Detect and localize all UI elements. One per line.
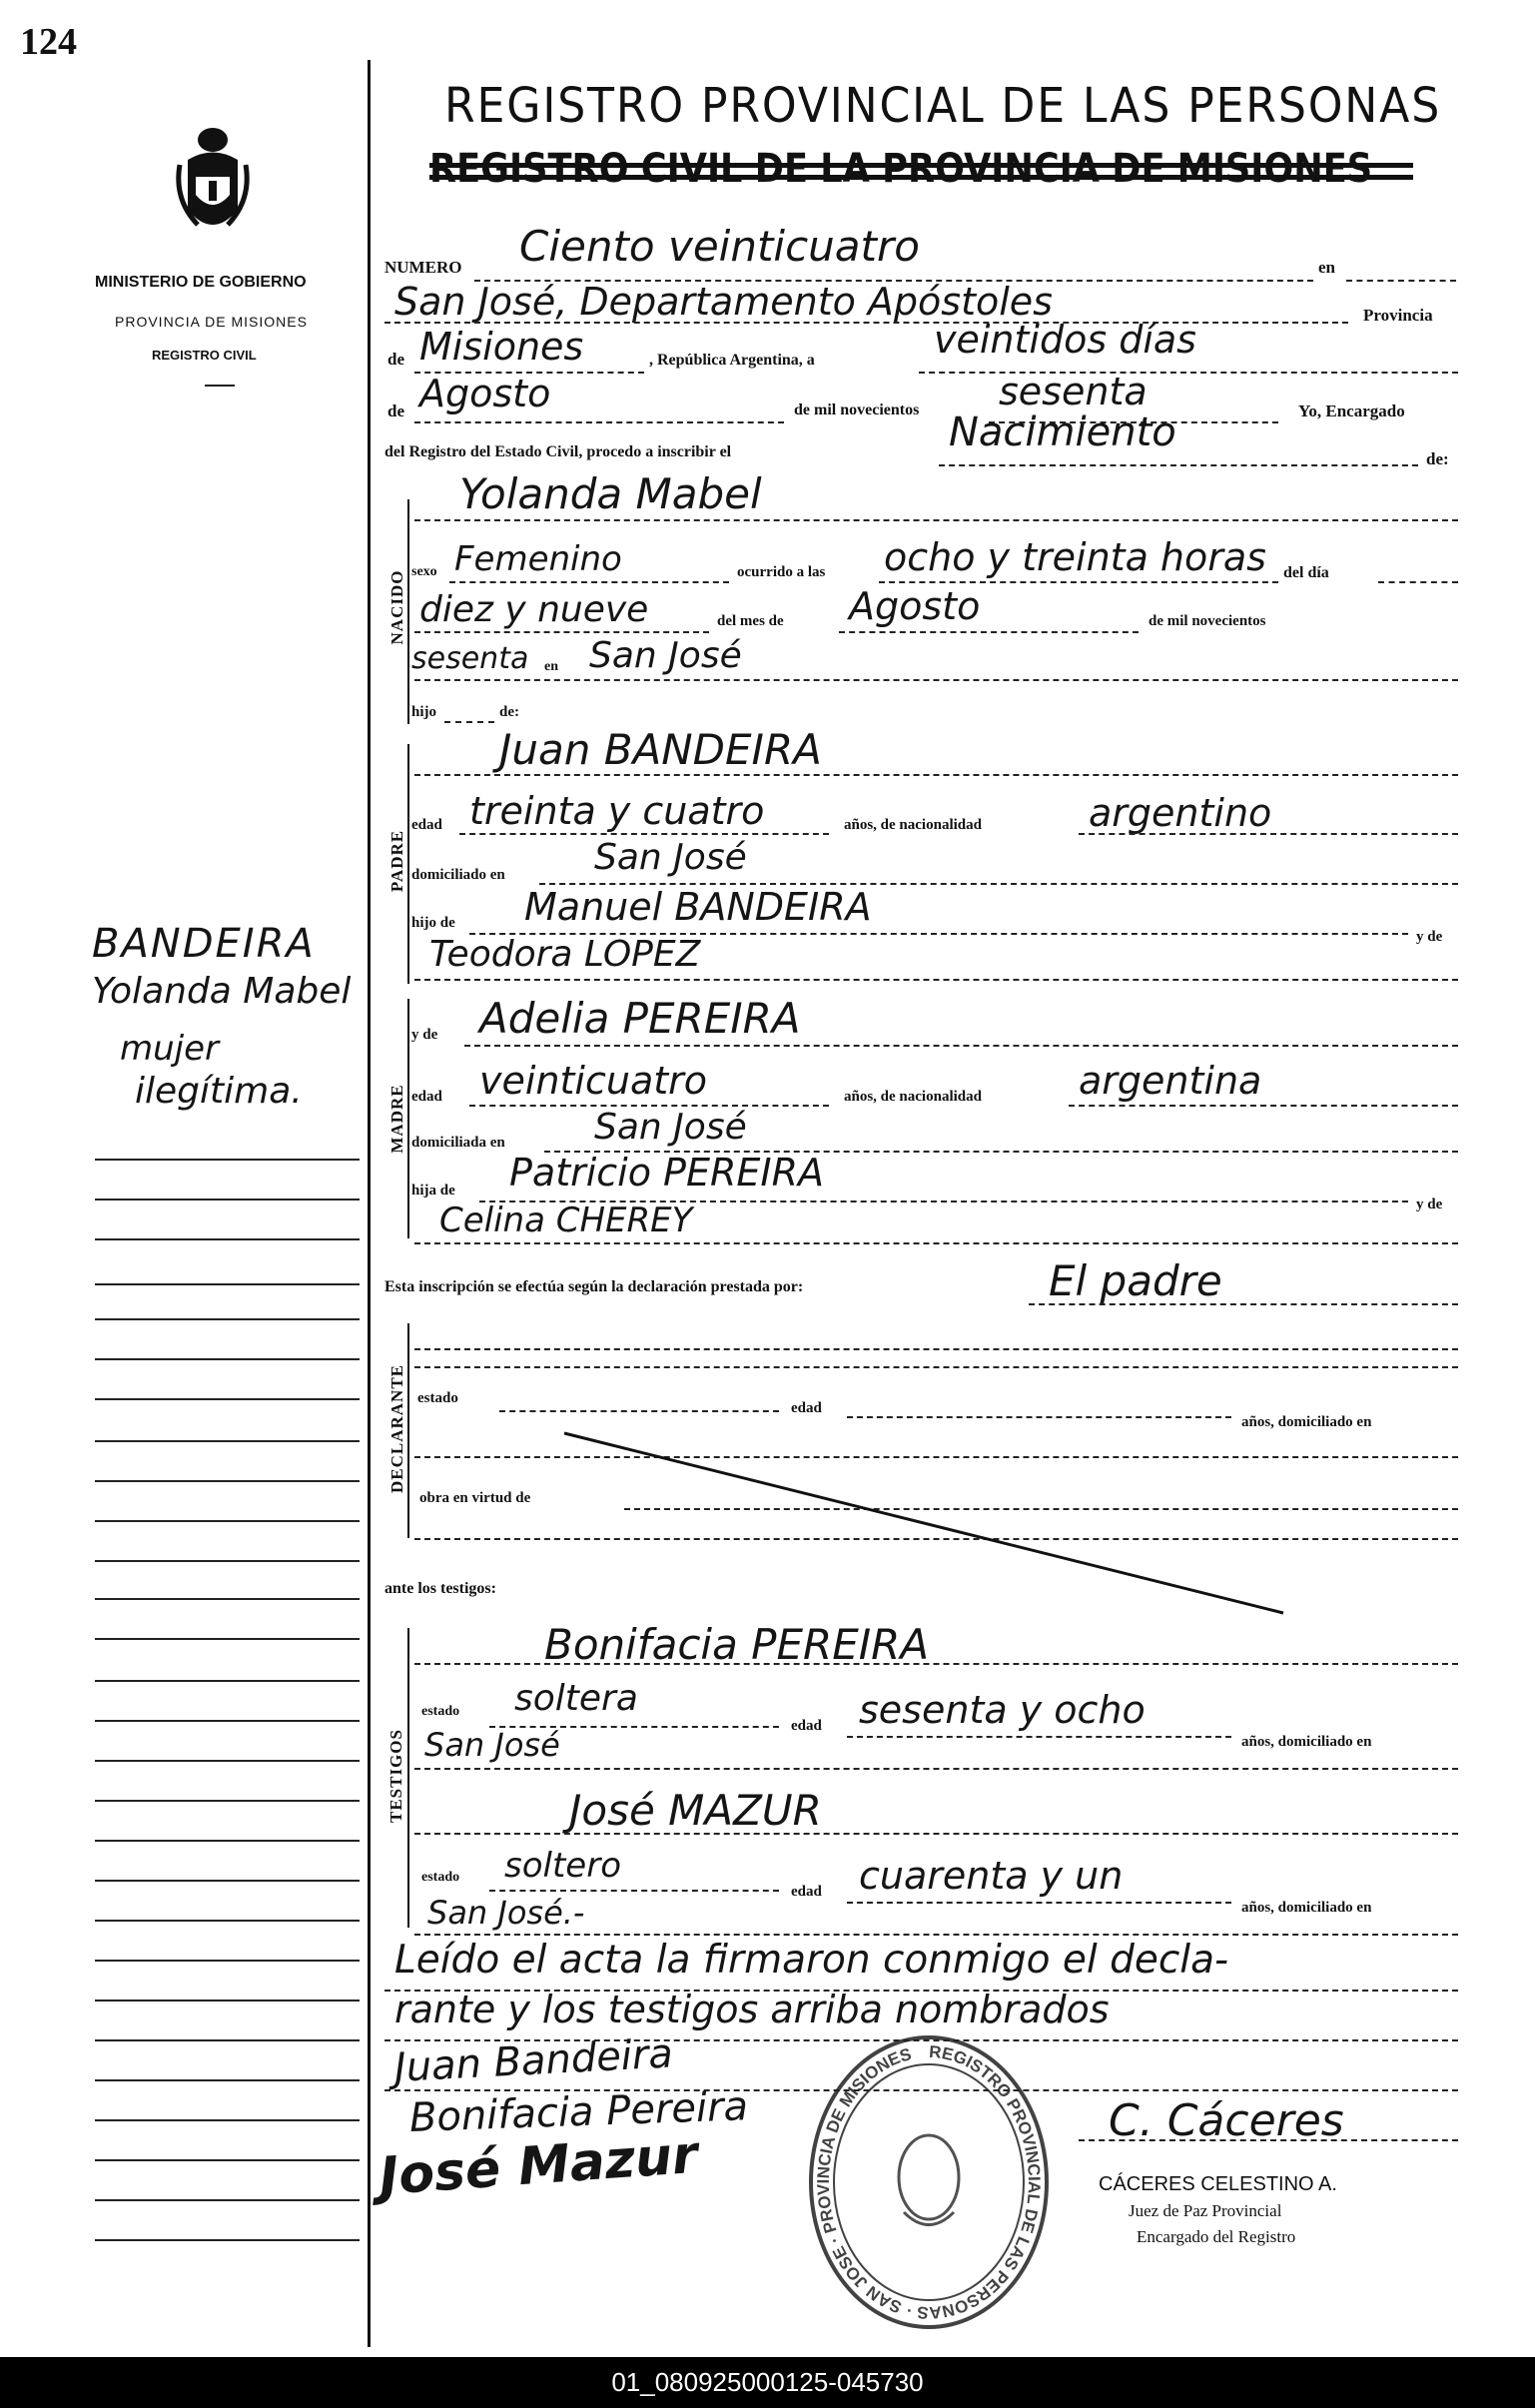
margin-rule-4 [95, 1283, 360, 1285]
margin-rule-17 [95, 1800, 360, 1802]
padre-edad-label: edad [411, 817, 442, 833]
cancel-diagonal-line [559, 1428, 1288, 1618]
ministry-province: PROVINCIA DE MISIONES [115, 314, 308, 330]
year-value: sesenta [999, 370, 1148, 413]
margin-rule-3 [95, 1238, 360, 1240]
margin-rule [368, 60, 371, 2347]
ministry-divider [205, 385, 235, 387]
nacido-en-label: en [544, 659, 558, 674]
madre-mother: Celina CHEREY [439, 1201, 693, 1240]
republic-text: , República Argentina, a [649, 352, 815, 369]
margin-rule-9 [95, 1480, 360, 1482]
margin-rule-25 [95, 2119, 360, 2121]
madre-y-de2-label: y de [1416, 1197, 1443, 1212]
witness1-estado-label: estado [421, 1704, 460, 1719]
testigos-intro: ante los testigos: [384, 1580, 496, 1597]
margin-rule-23 [95, 2039, 360, 2041]
struck-title [429, 146, 1413, 194]
margin-rule-6 [95, 1358, 360, 1360]
year-text: de mil novecientos [794, 401, 920, 418]
padre-hijo-de-label: hijo de [411, 915, 455, 931]
madre-mother-line [414, 1242, 1458, 1244]
madre-domicilio-label: domiciliada en [411, 1135, 505, 1151]
margin-rule-19 [95, 1880, 360, 1882]
madre-edad: veinticuatro [479, 1059, 707, 1103]
nacido-month: Agosto [849, 584, 981, 628]
witness2-estado-label: estado [421, 1870, 460, 1885]
padre-edad: treinta y cuatro [469, 789, 765, 833]
madre-nationality: argentina [1079, 1059, 1262, 1103]
margin-rule-14 [95, 1680, 360, 1682]
provincia-label: Provincia [1363, 306, 1433, 325]
padre-mother: Teodora LOPEZ [429, 934, 701, 975]
padre-nationality: argentino [1089, 791, 1272, 835]
madre-label: MADRE [387, 1084, 406, 1154]
madre-name: Adelia PEREIRA [479, 994, 801, 1043]
padre-name: Juan BANDEIRA [499, 725, 822, 774]
declarante-line-2 [414, 1366, 1458, 1368]
obra-label: obra en virtud de [419, 1490, 531, 1506]
madre-edad-label: edad [411, 1089, 442, 1105]
margin-rule-1 [95, 1159, 360, 1161]
coat-of-arms-icon [168, 115, 258, 245]
margin-rule-21 [95, 1960, 360, 1962]
declarante-estado-line [499, 1410, 779, 1412]
witness2-domicilio: San José.- [427, 1894, 585, 1932]
province-value: Misiones [419, 325, 584, 369]
witness2-name: José MAZUR [569, 1786, 822, 1835]
place-value: San José, Departamento Apóstoles [394, 280, 1053, 324]
mes-label: del mes de [717, 613, 784, 629]
hour-line [879, 581, 1278, 583]
margin-rule-12 [95, 1598, 360, 1600]
official-name: CÁCERES CELESTINO A. [1099, 2173, 1337, 2195]
padre-domicilio: San José [594, 837, 747, 878]
de-label: de [387, 350, 404, 369]
padre-father: Manuel BANDEIRA [524, 885, 872, 929]
declarante-estado-label: estado [417, 1390, 458, 1406]
padre-domicilio-label: domiciliado en [411, 867, 505, 883]
signature-official: C. Cáceres [1109, 2095, 1344, 2146]
madre-hija-de-label: hija de [411, 1183, 455, 1199]
nacido-bracket [407, 499, 409, 724]
padre-mother-line [414, 979, 1458, 981]
yo-text: Yo, Encargado [1298, 401, 1405, 420]
padre-y-de-label: y de [1416, 929, 1443, 945]
witness1-edad: sesenta y ocho [859, 1688, 1146, 1732]
registry-text: del Registro del Estado Civil, procedo a inscribir el [384, 443, 732, 460]
witness1-edad-label: edad [791, 1718, 822, 1734]
act-value: Nacimiento [949, 409, 1176, 455]
declaration-line [1029, 1303, 1458, 1305]
hijo-label: hijo [411, 704, 437, 720]
nacido-place-line [414, 679, 1458, 681]
document-title: REGISTRO PROVINCIAL DE LAS PERSONAS [444, 78, 1442, 134]
strike-line-1 [429, 163, 1413, 168]
margin-rule-28 [95, 2239, 360, 2241]
margin-rule-26 [95, 2159, 360, 2161]
madre-y-de-label: y de [411, 1027, 438, 1043]
ministry-name: MINISTERIO DE GOBIERNO [95, 274, 307, 291]
nacido-month-line [839, 631, 1139, 633]
signature-juan-bandeira: Juan Bandeira [392, 2030, 674, 2091]
nacido-day: diez y nueve [419, 589, 649, 630]
padre-bracket [407, 744, 409, 984]
official-subtitle: Encargado del Registro [1137, 2227, 1296, 2246]
nacido-day-line [414, 631, 709, 633]
signature-jose-mazur: José Mazur [377, 2124, 700, 2207]
witness1-estado: soltera [514, 1678, 638, 1719]
declarante-bracket [407, 1323, 409, 1538]
sexo-value: Femenino [454, 539, 622, 579]
nacido-place: San José [589, 635, 742, 676]
margin-rule-7 [95, 1398, 360, 1400]
hijo-line [444, 721, 494, 723]
margin-rule-11 [95, 1560, 360, 1562]
padre-label: PADRE [387, 829, 406, 893]
sexo-line [449, 581, 729, 583]
witness1-edad-line [847, 1736, 1231, 1738]
place-line [384, 322, 1348, 324]
declaration-value: El padre [1049, 1256, 1222, 1305]
margin-rule-24 [95, 2079, 360, 2081]
padre-nationality-label: años, de nacionalidad [844, 817, 982, 833]
witness1-name-line [414, 1663, 1458, 1665]
del-dia-label: del día [1283, 564, 1329, 581]
padre-name-line [414, 774, 1458, 776]
declarante-domicilio-label: años, domiciliado en [1241, 1414, 1372, 1430]
svg-text:REGISTRO PROVINCIAL DE LAS PER [814, 2042, 1044, 2322]
padre-nationality-line [1079, 833, 1458, 835]
testigos-label: TESTIGOS [386, 1729, 405, 1823]
signature-bonifacia-pereira: Bonifacia Pereira [408, 2083, 749, 2141]
declarante-edad-line [847, 1416, 1231, 1418]
closing-line-1: Leído el acta la firmaron conmigo el decla- [394, 1938, 1229, 1983]
witness2-edad-label: edad [791, 1884, 822, 1900]
declarante-edad-label: edad [791, 1400, 822, 1416]
margin-rule-2 [95, 1199, 360, 1201]
nacido-name: Yolanda Mabel [459, 469, 762, 518]
sexo-label: sexo [411, 564, 437, 579]
nacido-year-label: de mil novecientos [1149, 613, 1266, 629]
nacido-year: sesenta [411, 641, 529, 676]
numero-value: Ciento veinticuatro [519, 222, 920, 271]
ocurrido-label: ocurrido a las [737, 564, 826, 580]
padre-edad-line [459, 833, 829, 835]
en-line [1346, 280, 1456, 282]
nacido-name-line [414, 519, 1458, 521]
page-number: 124 [20, 21, 77, 63]
margin-note-status: ilegítima. [135, 1071, 303, 1112]
day-value: veintidos días [934, 318, 1196, 362]
margin-rule-27 [95, 2199, 360, 2201]
footer-bar [0, 2357, 1535, 2408]
madre-nationality-line [1069, 1105, 1458, 1107]
hour-value: ocho y treinta horas [884, 535, 1266, 579]
margin-rule-13 [95, 1638, 360, 1640]
de2-label: de [387, 401, 404, 420]
madre-father: Patricio PEREIRA [509, 1151, 825, 1195]
margin-rule-16 [95, 1760, 360, 1762]
margin-rule-5 [95, 1318, 360, 1320]
seal-text: REGISTRO PROVINCIAL DE LAS PERSONAS · SAN JOSE · PROVINCIA DE MISIONES [813, 2041, 1045, 2323]
declarante-label: DECLARANTE [387, 1363, 406, 1493]
month-value: Agosto [419, 372, 551, 415]
act-line [939, 464, 1418, 466]
month-line [414, 421, 784, 423]
margin-rule-10 [95, 1520, 360, 1522]
witness2-domicilio-line [414, 1934, 1458, 1936]
margin-rule-22 [95, 2000, 360, 2002]
numero-label: NUMERO [384, 258, 462, 277]
struck-title-text: REGISTRO CIVIL DE LA PROVINCIA DE MISIONES [429, 146, 1373, 192]
hijo-de-label: de: [499, 704, 519, 720]
strike-line-2 [429, 175, 1413, 180]
witness1-domicilio-label: años, domiciliado en [1241, 1734, 1372, 1750]
margin-rule-8 [95, 1440, 360, 1442]
del-dia-line [1378, 581, 1458, 583]
witness2-edad: cuarenta y un [859, 1854, 1124, 1898]
witness2-name-line [414, 1833, 1458, 1835]
closing-line-2: rante y los testigos arriba nombrados [394, 1988, 1110, 2031]
witness2-estado: soltero [504, 1846, 621, 1886]
footer-id: 01_080925000125-045730 [611, 2367, 924, 2397]
margin-note-surname: BANDEIRA [92, 921, 316, 967]
witness1-domicilio-line [414, 1768, 1458, 1770]
witness1-domicilio: San José [424, 1726, 560, 1764]
declaration-text: Esta inscripción se efectúa según la declaración prestada por: [384, 1278, 804, 1295]
official-title: Juez de Paz Provincial [1129, 2201, 1282, 2220]
en-label: en [1318, 258, 1335, 277]
madre-bracket [407, 999, 409, 1238]
margin-rule-20 [95, 1920, 360, 1922]
nacido-label: NACIDO [387, 569, 406, 645]
witness1-name: Bonifacia PEREIRA [544, 1620, 930, 1669]
declarante-line-1 [414, 1348, 1458, 1350]
witness2-estado-line [489, 1890, 779, 1892]
margin-rule-18 [95, 1840, 360, 1842]
madre-nationality-label: años, de nacionalidad [844, 1089, 982, 1105]
official-seal-icon [799, 2027, 1059, 2337]
madre-name-line [464, 1045, 1458, 1047]
madre-domicilio: San José [594, 1107, 747, 1148]
ministry-registry: REGISTRO CIVIL [152, 348, 257, 363]
margin-note-name: Yolanda Mabel [92, 971, 352, 1012]
margin-rule-15 [95, 1720, 360, 1722]
testigos-bracket [407, 1628, 409, 1928]
witness2-edad-line [847, 1902, 1231, 1904]
de3-label: de: [1426, 449, 1449, 468]
margin-note-gender: mujer [120, 1029, 220, 1069]
witness2-domicilio-label: años, domiciliado en [1241, 1900, 1372, 1916]
